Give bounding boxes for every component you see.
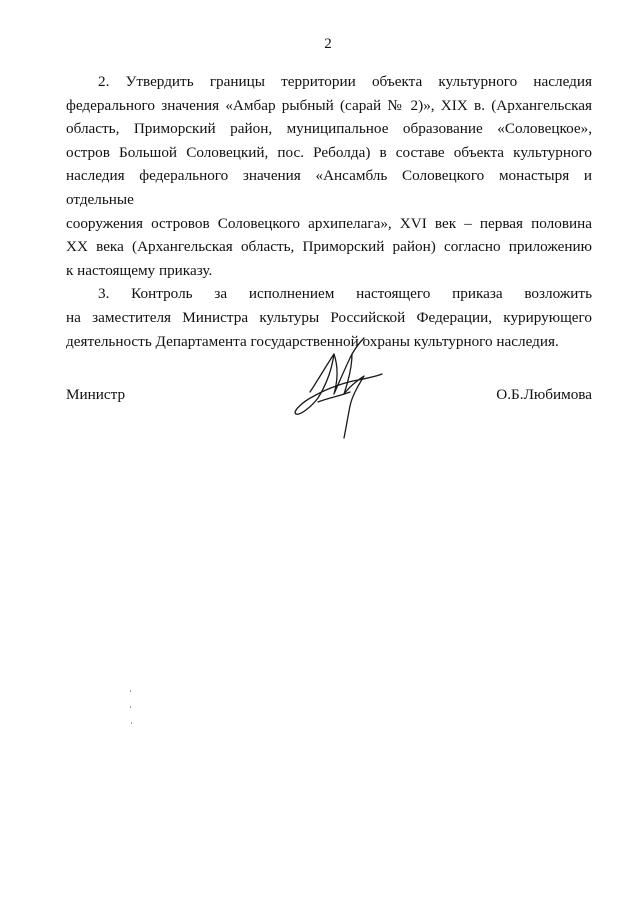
page-number: 2	[324, 36, 332, 52]
text-line: сооружения островов Соловецкого архипелага», XVI век – первая половина	[66, 214, 592, 232]
scan-artifact	[130, 690, 131, 692]
text-line: остров Большой Соловецкий, пос. Реболда) в составе объекта культурного	[66, 143, 592, 161]
signatory-title: Министр	[66, 386, 126, 403]
text-line: область, Приморский район, муниципальное образование «Соловецкое»,	[66, 120, 592, 138]
text-line: XX века (Архангельская область, Приморский район) согласно приложению	[66, 238, 592, 256]
text-line: деятельность Департамента государственной охраны культурного наследия.	[66, 332, 559, 350]
scan-artifact	[130, 706, 131, 708]
scan-artifact	[131, 722, 132, 724]
text-line: федерального значения «Амбар рыбный (сарай № 2)», XIX в. (Архангельская	[66, 96, 592, 114]
document-body	[66, 70, 592, 353]
text-line: к настоящему приказу.	[66, 261, 213, 279]
signatory-name: О.Б.Любимова	[496, 386, 592, 403]
text-line: 2. Утвердить границы территории объекта культурного наследия	[98, 73, 592, 90]
text-line: 3. Контроль за исполнением настоящего приказа возложить	[98, 285, 592, 303]
paragraph-item-2	[66, 70, 592, 282]
text-line: наследия федерального значения «Ансамбль Соловецкого монастыря и отдельные	[66, 167, 592, 208]
text-line: на заместителя Министра культуры Российской Федерации, курирующего	[66, 308, 592, 326]
signature-block	[66, 386, 592, 410]
